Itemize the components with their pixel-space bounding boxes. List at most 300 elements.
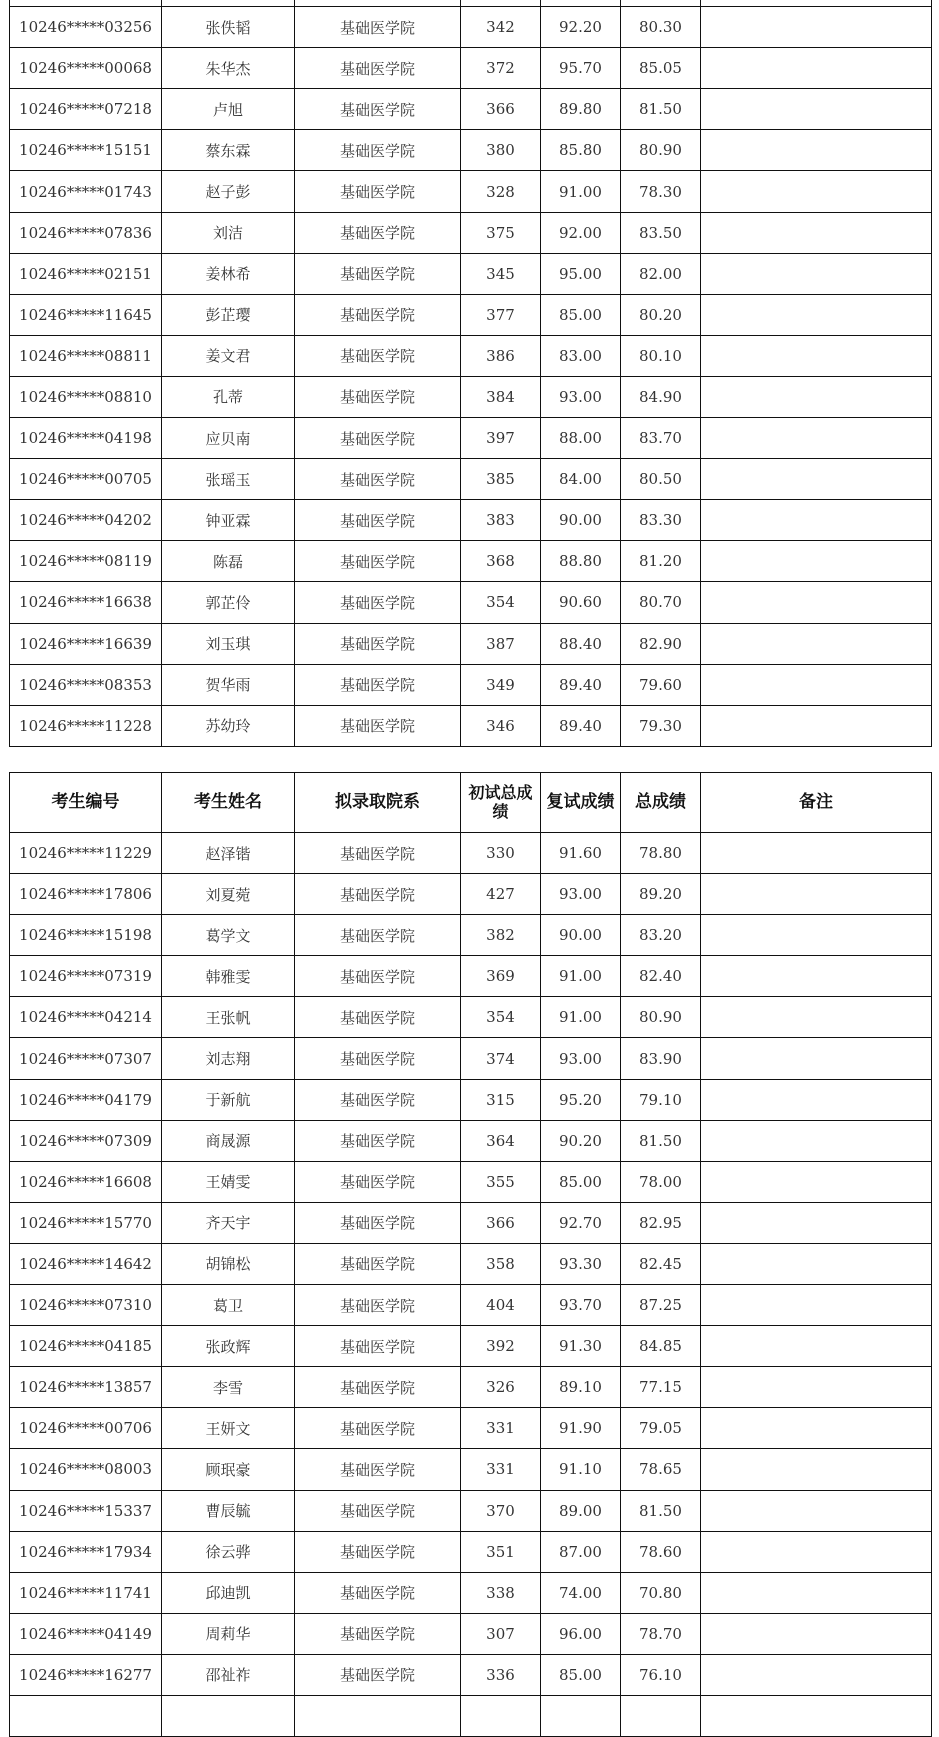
cell-retest-score: 91.00 [541, 997, 621, 1038]
cell-candidate-id: 10246*****08810 [10, 376, 162, 417]
cell-candidate-name: 赵子彭 [162, 171, 295, 212]
cell-retest-score: 92.00 [541, 212, 621, 253]
cell-candidate-id: 10246*****04185 [10, 1326, 162, 1367]
cell-remarks [701, 171, 932, 212]
cell-department: 基础医学院 [295, 1243, 461, 1284]
cell-total-score: 78.65 [621, 1449, 701, 1490]
cell-candidate-name: 邵祉祚 [162, 1654, 295, 1695]
cell-department: 基础医学院 [295, 541, 461, 582]
cell-preliminary-score: 307 [461, 1613, 541, 1654]
cell-candidate-name: 蔡东霖 [162, 130, 295, 171]
table-row [10, 0, 932, 7]
cell-preliminary-score: 383 [461, 500, 541, 541]
cell-total-score: 83.20 [621, 915, 701, 956]
cell-preliminary-score: 338 [461, 1572, 541, 1613]
cell-remarks [701, 1120, 932, 1161]
cell-department [295, 0, 461, 7]
table-row [10, 1695, 932, 1736]
cell-retest-score: 95.70 [541, 48, 621, 89]
cell-candidate-name: 葛卫 [162, 1285, 295, 1326]
cell-total-score: 82.95 [621, 1202, 701, 1243]
cell-candidate-name: 张政辉 [162, 1326, 295, 1367]
cell-preliminary-score: 331 [461, 1449, 541, 1490]
table-row [10, 1367, 932, 1408]
cell-preliminary-score: 331 [461, 1408, 541, 1449]
table-row [10, 1120, 932, 1161]
cell-remarks [701, 130, 932, 171]
cell-total-score: 81.50 [621, 89, 701, 130]
cell-total-score: 79.05 [621, 1408, 701, 1449]
cell-retest-score: 91.30 [541, 1326, 621, 1367]
table-row [10, 664, 932, 705]
table-row [10, 212, 932, 253]
cell-candidate-id: 10246*****00706 [10, 1408, 162, 1449]
cell-candidate-id [10, 0, 162, 7]
cell-candidate-id: 10246*****15770 [10, 1202, 162, 1243]
cell-candidate-id: 10246*****15198 [10, 915, 162, 956]
cell-department: 基础医学院 [295, 833, 461, 874]
cell-candidate-id: 10246*****08353 [10, 664, 162, 705]
cell-remarks [701, 1613, 932, 1654]
cell-remarks [701, 664, 932, 705]
cell-department: 基础医学院 [295, 335, 461, 376]
cell-candidate-name: 郭芷伶 [162, 582, 295, 623]
cell-candidate-name: 顾珉豪 [162, 1449, 295, 1490]
cell-retest-score: 90.00 [541, 915, 621, 956]
cell-preliminary-score: 397 [461, 418, 541, 459]
cell-preliminary-score: 364 [461, 1120, 541, 1161]
cell-department: 基础医学院 [295, 1408, 461, 1449]
cell-total-score: 83.90 [621, 1038, 701, 1079]
cell-preliminary-score: 369 [461, 956, 541, 997]
cell-remarks [701, 541, 932, 582]
header-total-score: 总成绩 [621, 773, 701, 833]
cell-preliminary-score: 315 [461, 1079, 541, 1120]
cell-total-score: 80.50 [621, 459, 701, 500]
cell-candidate-name: 苏幼玲 [162, 705, 295, 746]
cell-retest-score: 89.40 [541, 664, 621, 705]
cell-candidate-name: 王妍文 [162, 1408, 295, 1449]
cell-department: 基础医学院 [295, 500, 461, 541]
table-row [10, 1161, 932, 1202]
cell-department: 基础医学院 [295, 294, 461, 335]
cell-preliminary-score: 404 [461, 1285, 541, 1326]
cell-department: 基础医学院 [295, 1572, 461, 1613]
cell-candidate-id: 10246*****11741 [10, 1572, 162, 1613]
cell-candidate-name: 卢旭 [162, 89, 295, 130]
cell-department: 基础医学院 [295, 171, 461, 212]
cell-retest-score: 91.00 [541, 171, 621, 212]
cell-candidate-id: 10246*****13857 [10, 1367, 162, 1408]
cell-retest-score: 88.40 [541, 623, 621, 664]
cell-remarks [701, 1243, 932, 1284]
cell-total-score: 82.00 [621, 253, 701, 294]
cell-candidate-id: 10246*****11645 [10, 294, 162, 335]
cell-preliminary-score: 351 [461, 1531, 541, 1572]
cell-department: 基础医学院 [295, 997, 461, 1038]
cell-total-score: 78.80 [621, 833, 701, 874]
cell-remarks [701, 1490, 932, 1531]
cell-preliminary-score: 328 [461, 171, 541, 212]
table-row [10, 253, 932, 294]
cell-remarks [701, 1161, 932, 1202]
table-row [10, 1285, 932, 1326]
cell-total-score: 83.50 [621, 212, 701, 253]
cell-preliminary-score: 382 [461, 915, 541, 956]
cell-preliminary-score: 345 [461, 253, 541, 294]
cell-total-score: 78.70 [621, 1613, 701, 1654]
cell-preliminary-score: 385 [461, 459, 541, 500]
cell-retest-score: 89.80 [541, 89, 621, 130]
admission-table-1 [9, 0, 932, 747]
cell-preliminary-score: 354 [461, 582, 541, 623]
cell-candidate-name: 齐天宇 [162, 1202, 295, 1243]
cell-preliminary-score: 377 [461, 294, 541, 335]
table-row [10, 376, 932, 417]
cell-candidate-name: 周莉华 [162, 1613, 295, 1654]
cell-total-score: 76.10 [621, 1654, 701, 1695]
cell-retest-score: 90.60 [541, 582, 621, 623]
cell-department: 基础医学院 [295, 1285, 461, 1326]
cell-department: 基础医学院 [295, 1613, 461, 1654]
table-row [10, 7, 932, 48]
table-header [10, 773, 932, 833]
table-row [10, 1449, 932, 1490]
table-body-1 [10, 0, 932, 746]
cell-preliminary-score: 380 [461, 130, 541, 171]
cell-retest-score: 93.00 [541, 874, 621, 915]
admission-table-2 [9, 772, 932, 1737]
cell-candidate-id: 10246*****04202 [10, 500, 162, 541]
cell-total-score: 79.60 [621, 664, 701, 705]
table-row [10, 1613, 932, 1654]
cell-remarks [701, 874, 932, 915]
cell-preliminary-score: 370 [461, 1490, 541, 1531]
cell-candidate-id: 10246*****15337 [10, 1490, 162, 1531]
cell-candidate-id: 10246*****16608 [10, 1161, 162, 1202]
cell-retest-score [541, 1695, 621, 1736]
cell-candidate-id: 10246*****07309 [10, 1120, 162, 1161]
cell-candidate-id: 10246*****14642 [10, 1243, 162, 1284]
cell-retest-score: 91.00 [541, 956, 621, 997]
cell-remarks [701, 0, 932, 7]
cell-total-score: 79.30 [621, 705, 701, 746]
cell-candidate-name: 刘洁 [162, 212, 295, 253]
table-row [10, 1326, 932, 1367]
cell-preliminary-score: 366 [461, 89, 541, 130]
cell-candidate-name: 李雪 [162, 1367, 295, 1408]
table-row [10, 89, 932, 130]
cell-remarks [701, 705, 932, 746]
cell-candidate-id: 10246*****16639 [10, 623, 162, 664]
cell-candidate-id: 10246*****11228 [10, 705, 162, 746]
cell-candidate-id [10, 1695, 162, 1736]
cell-department: 基础医学院 [295, 1079, 461, 1120]
table-row [10, 1079, 932, 1120]
table-row [10, 956, 932, 997]
cell-total-score: 80.30 [621, 7, 701, 48]
cell-candidate-id: 10246*****11229 [10, 833, 162, 874]
cell-preliminary-score: 368 [461, 541, 541, 582]
cell-department: 基础医学院 [295, 418, 461, 459]
cell-remarks [701, 1285, 932, 1326]
cell-retest-score: 90.20 [541, 1120, 621, 1161]
cell-total-score: 82.40 [621, 956, 701, 997]
cell-total-score: 82.45 [621, 1243, 701, 1284]
cell-candidate-name: 葛学文 [162, 915, 295, 956]
cell-department: 基础医学院 [295, 1038, 461, 1079]
cell-preliminary-score: 374 [461, 1038, 541, 1079]
cell-total-score: 79.10 [621, 1079, 701, 1120]
cell-remarks [701, 500, 932, 541]
table-row [10, 48, 932, 89]
cell-department: 基础医学院 [295, 1449, 461, 1490]
cell-total-score [621, 0, 701, 7]
cell-remarks [701, 1202, 932, 1243]
table-row [10, 1202, 932, 1243]
cell-retest-score: 83.00 [541, 335, 621, 376]
cell-candidate-name: 陈磊 [162, 541, 295, 582]
cell-candidate-name: 彭芷璎 [162, 294, 295, 335]
cell-total-score: 80.10 [621, 335, 701, 376]
cell-retest-score: 90.00 [541, 500, 621, 541]
cell-candidate-id: 10246*****01743 [10, 171, 162, 212]
cell-candidate-id: 10246*****04198 [10, 418, 162, 459]
cell-remarks [701, 915, 932, 956]
header-preliminary-score: 初试总成绩 [461, 773, 541, 833]
cell-preliminary-score [461, 0, 541, 7]
cell-total-score: 89.20 [621, 874, 701, 915]
table-row [10, 500, 932, 541]
cell-total-score: 81.50 [621, 1120, 701, 1161]
cell-candidate-id: 10246*****07310 [10, 1285, 162, 1326]
cell-candidate-id: 10246*****16638 [10, 582, 162, 623]
cell-department: 基础医学院 [295, 1490, 461, 1531]
cell-department: 基础医学院 [295, 874, 461, 915]
cell-candidate-id: 10246*****04149 [10, 1613, 162, 1654]
cell-preliminary-score: 354 [461, 997, 541, 1038]
cell-preliminary-score: 336 [461, 1654, 541, 1695]
cell-candidate-id: 10246*****04179 [10, 1079, 162, 1120]
cell-remarks [701, 212, 932, 253]
cell-preliminary-score: 346 [461, 705, 541, 746]
cell-department: 基础医学院 [295, 1202, 461, 1243]
cell-remarks [701, 997, 932, 1038]
cell-department: 基础医学院 [295, 459, 461, 500]
cell-preliminary-score: 384 [461, 376, 541, 417]
cell-candidate-name: 张佚韬 [162, 7, 295, 48]
cell-remarks [701, 1408, 932, 1449]
cell-remarks [701, 1695, 932, 1736]
cell-candidate-id: 10246*****15151 [10, 130, 162, 171]
cell-department: 基础医学院 [295, 1326, 461, 1367]
cell-department: 基础医学院 [295, 582, 461, 623]
header-department: 拟录取院系 [295, 773, 461, 833]
cell-department: 基础医学院 [295, 956, 461, 997]
table-row [10, 874, 932, 915]
table-row [10, 997, 932, 1038]
cell-remarks [701, 1038, 932, 1079]
cell-candidate-name: 张瑶玉 [162, 459, 295, 500]
cell-retest-score: 89.10 [541, 1367, 621, 1408]
table-row [10, 294, 932, 335]
cell-department: 基础医学院 [295, 623, 461, 664]
cell-department: 基础医学院 [295, 89, 461, 130]
cell-candidate-name: 孔蒂 [162, 376, 295, 417]
cell-preliminary-score: 386 [461, 335, 541, 376]
cell-preliminary-score: 330 [461, 833, 541, 874]
cell-candidate-name: 王婧雯 [162, 1161, 295, 1202]
cell-total-score: 82.90 [621, 623, 701, 664]
cell-preliminary-score: 372 [461, 48, 541, 89]
cell-retest-score: 85.00 [541, 1654, 621, 1695]
cell-department: 基础医学院 [295, 1654, 461, 1695]
cell-retest-score: 93.00 [541, 1038, 621, 1079]
cell-remarks [701, 1654, 932, 1695]
cell-remarks [701, 335, 932, 376]
table-row [10, 582, 932, 623]
cell-total-score [621, 1695, 701, 1736]
cell-retest-score: 84.00 [541, 459, 621, 500]
cell-department: 基础医学院 [295, 664, 461, 705]
header-retest-score: 复试成绩 [541, 773, 621, 833]
cell-total-score: 84.90 [621, 376, 701, 417]
cell-department: 基础医学院 [295, 1161, 461, 1202]
cell-retest-score: 85.00 [541, 294, 621, 335]
cell-retest-score: 93.00 [541, 376, 621, 417]
cell-department: 基础医学院 [295, 7, 461, 48]
cell-candidate-name: 姜林希 [162, 253, 295, 294]
cell-total-score: 83.30 [621, 500, 701, 541]
cell-retest-score: 87.00 [541, 1531, 621, 1572]
cell-candidate-name: 曹辰毓 [162, 1490, 295, 1531]
cell-candidate-id: 10246*****00068 [10, 48, 162, 89]
cell-remarks [701, 48, 932, 89]
cell-department: 基础医学院 [295, 1120, 461, 1161]
cell-retest-score: 91.60 [541, 833, 621, 874]
cell-candidate-id: 10246*****00705 [10, 459, 162, 500]
cell-preliminary-score: 375 [461, 212, 541, 253]
table-row [10, 541, 932, 582]
header-row [10, 773, 932, 833]
cell-retest-score: 89.00 [541, 1490, 621, 1531]
cell-remarks [701, 418, 932, 459]
cell-remarks [701, 376, 932, 417]
cell-total-score: 77.15 [621, 1367, 701, 1408]
cell-candidate-name [162, 0, 295, 7]
cell-remarks [701, 956, 932, 997]
cell-remarks [701, 623, 932, 664]
cell-total-score: 78.60 [621, 1531, 701, 1572]
cell-candidate-name [162, 1695, 295, 1736]
table-row [10, 171, 932, 212]
cell-preliminary-score: 349 [461, 664, 541, 705]
table-row [10, 418, 932, 459]
cell-candidate-name: 刘夏菀 [162, 874, 295, 915]
cell-candidate-name: 徐云骅 [162, 1531, 295, 1572]
cell-preliminary-score: 427 [461, 874, 541, 915]
cell-remarks [701, 1531, 932, 1572]
cell-department: 基础医学院 [295, 130, 461, 171]
cell-remarks [701, 1326, 932, 1367]
cell-candidate-id: 10246*****07319 [10, 956, 162, 997]
cell-retest-score: 96.00 [541, 1613, 621, 1654]
table-row [10, 705, 932, 746]
cell-retest-score: 91.90 [541, 1408, 621, 1449]
cell-preliminary-score: 326 [461, 1367, 541, 1408]
cell-candidate-name: 朱华杰 [162, 48, 295, 89]
cell-department: 基础医学院 [295, 212, 461, 253]
cell-candidate-name: 应贝南 [162, 418, 295, 459]
cell-total-score: 87.25 [621, 1285, 701, 1326]
cell-total-score: 80.70 [621, 582, 701, 623]
cell-remarks [701, 1079, 932, 1120]
cell-candidate-name: 赵泽锴 [162, 833, 295, 874]
cell-preliminary-score: 387 [461, 623, 541, 664]
table-row [10, 915, 932, 956]
cell-department: 基础医学院 [295, 253, 461, 294]
cell-candidate-name: 王张帆 [162, 997, 295, 1038]
table-row [10, 1408, 932, 1449]
cell-preliminary-score: 342 [461, 7, 541, 48]
table-row [10, 1531, 932, 1572]
cell-retest-score: 89.40 [541, 705, 621, 746]
cell-remarks [701, 7, 932, 48]
cell-department: 基础医学院 [295, 376, 461, 417]
cell-retest-score: 95.00 [541, 253, 621, 294]
table-row [10, 1572, 932, 1613]
table-row [10, 1490, 932, 1531]
cell-department [295, 1695, 461, 1736]
cell-total-score: 84.85 [621, 1326, 701, 1367]
cell-retest-score: 74.00 [541, 1572, 621, 1613]
table-row [10, 335, 932, 376]
cell-total-score: 78.00 [621, 1161, 701, 1202]
cell-remarks [701, 582, 932, 623]
cell-retest-score: 92.70 [541, 1202, 621, 1243]
cell-candidate-id: 10246*****17934 [10, 1531, 162, 1572]
cell-retest-score: 93.70 [541, 1285, 621, 1326]
cell-remarks [701, 89, 932, 130]
cell-total-score: 83.70 [621, 418, 701, 459]
header-candidate-name: 考生姓名 [162, 773, 295, 833]
cell-department: 基础医学院 [295, 1531, 461, 1572]
cell-preliminary-score: 366 [461, 1202, 541, 1243]
cell-remarks [701, 1367, 932, 1408]
cell-department: 基础医学院 [295, 1367, 461, 1408]
cell-candidate-name: 钟亚霖 [162, 500, 295, 541]
cell-candidate-name: 商晟源 [162, 1120, 295, 1161]
cell-preliminary-score: 392 [461, 1326, 541, 1367]
cell-total-score: 81.50 [621, 1490, 701, 1531]
cell-total-score: 70.80 [621, 1572, 701, 1613]
cell-candidate-id: 10246*****17806 [10, 874, 162, 915]
cell-department: 基础医学院 [295, 915, 461, 956]
cell-candidate-name: 刘志翔 [162, 1038, 295, 1079]
cell-total-score: 85.05 [621, 48, 701, 89]
cell-retest-score: 85.80 [541, 130, 621, 171]
table-body-2 [10, 833, 932, 1737]
table-row [10, 1654, 932, 1695]
table-row [10, 459, 932, 500]
cell-candidate-id: 10246*****07307 [10, 1038, 162, 1079]
cell-remarks [701, 294, 932, 335]
cell-department: 基础医学院 [295, 705, 461, 746]
cell-candidate-name: 刘玉琪 [162, 623, 295, 664]
cell-retest-score [541, 0, 621, 7]
cell-preliminary-score: 358 [461, 1243, 541, 1284]
cell-retest-score: 92.20 [541, 7, 621, 48]
